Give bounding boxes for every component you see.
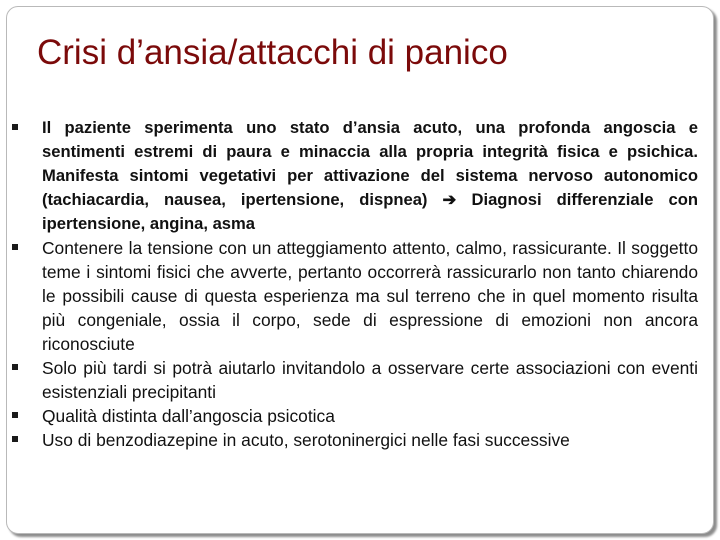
bullet-text: Qualità distinta dall’angoscia psicotica [42, 406, 335, 426]
square-bullet-icon [12, 124, 18, 130]
bullet-text: Solo più tardi si potrà aiutarlo invitandolo a osservare certe associazioni con eventi esistenziali precipitanti [42, 358, 698, 402]
bullet-list [12, 116, 698, 452]
bullet-item [12, 404, 698, 428]
bullet-item [12, 116, 698, 236]
slide-title: Crisi d’ansia/attacchi di panico [37, 33, 508, 72]
bullet-item [12, 236, 698, 356]
square-bullet-icon [12, 244, 18, 250]
bullet-item [12, 356, 698, 404]
bullet-text: Il paziente sperimenta uno stato d’ansia acuto, una profonda angoscia e sentimenti estremi di paura e minaccia alla propria integrità fisica e psichica. Manifesta sintomi vegetativi per attivazione del sistema nervoso autonomico (tachiacardia, nausea, ipertensione, dispnea) ➔ Diagnosi differenziale con ipertensione, angina, asma [42, 118, 698, 233]
bullet-text: Contenere la tensione con un atteggiamento attento, calmo, rassicurante. Il soggetto teme i sintomi fisici che avverte, pertanto occorrerà rassicurarlo non tanto chiarendo le possibili cause di questa esperienza ma sul terreno che in quel momento risulta più congeniale, ossia il corpo, sede di espressione di emozioni non ancora riconosciute [42, 238, 698, 354]
square-bullet-icon [12, 412, 18, 418]
bullet-text: Uso di benzodiazepine in acuto, serotoninergici nelle fasi successive [42, 430, 570, 450]
square-bullet-icon [12, 436, 18, 442]
square-bullet-icon [12, 364, 18, 370]
bullet-item [12, 428, 698, 452]
